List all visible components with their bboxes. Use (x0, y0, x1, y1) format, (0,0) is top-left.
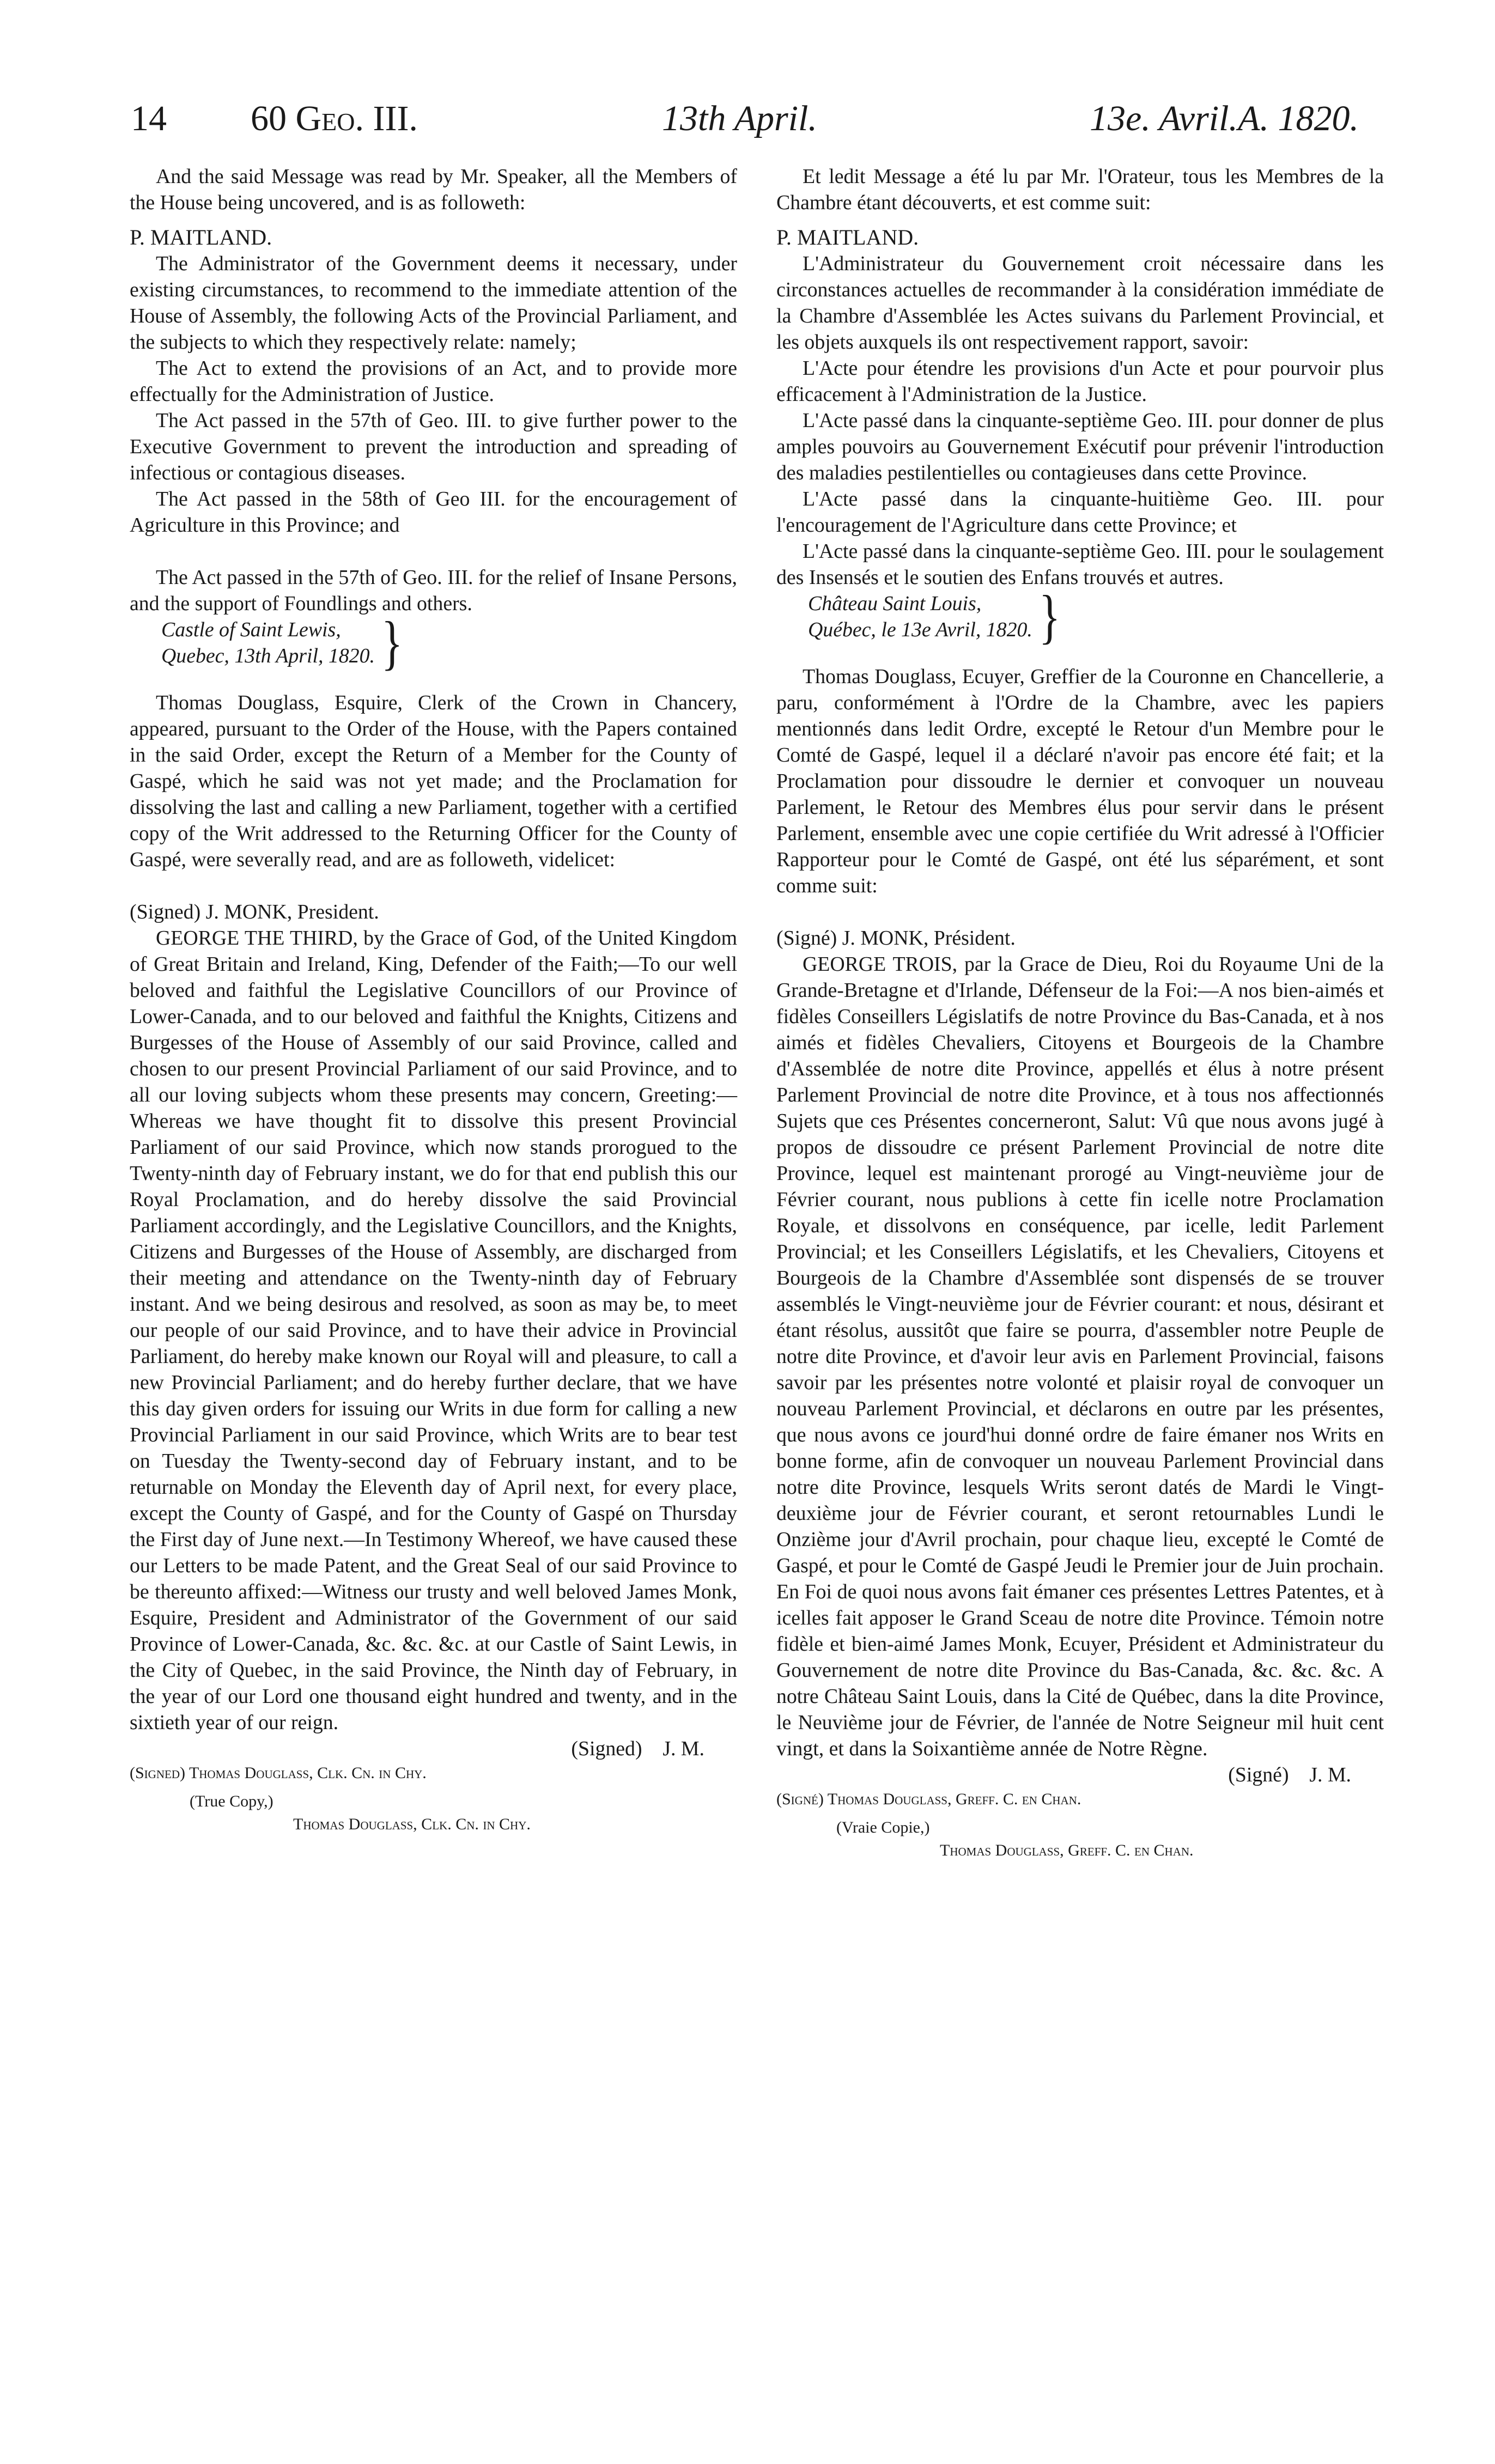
year: A. 1820. (1238, 99, 1359, 138)
page-header (131, 93, 1364, 153)
signed-president: (Signed) J. MONK, President. (130, 901, 379, 923)
date-french: 13e. Avril. (1090, 99, 1238, 138)
true-copy-note: (Vraie Copie,) (836, 1818, 930, 1836)
message-paragraph: The Act passed in the 57th of Geo. III. for the relief of Insane Persons, and the support of Foundlings and others. (130, 566, 737, 615)
french-column (776, 163, 1384, 1862)
douglass-paragraph: Thomas Douglass, Ecuyer, Greffier de la Couronne en Chancellerie, a paru, conformément à l'Ordre de la Chambre, avec les papiers mentionnés dans ledit Ordre, excepté le Retour d'un Membre pour le Comté de Gaspé, lequel il a déclaré n'avoir pas encore été fait; et la Proclamation pour dissoudre le dernier et convoquer un nouveau Parlement, le Retour des Membres élus pour servir dans le présent Parlement, ensemble avec une copie certifiée du Writ adressé à l'Officier Rapporteur pour le Comté de Gaspé, ont été lus séparément, et sont comme suit: (776, 665, 1384, 897)
page-number: 14 (131, 99, 167, 138)
message-paragraph: L'Administrateur du Gouvernement croit nécessaire dans les circonstances actuelles de recommander à la considération immédiate de la Chambre d'Assemblée les Actes suivans du Parlement Provincial, et les objets auxquels ils ont respectivement rapport, savoir: (776, 252, 1384, 354)
date-line: Québec, le 13e Avril, 1820. (808, 618, 1032, 641)
clerk-name: Thomas Douglass, Clk. Cn. in Chy. (293, 1815, 531, 1833)
message-paragraph: The Act to extend the provisions of an Act, and to provide more effectually for the Administration of Justice. (130, 357, 737, 406)
message-paragraph: L'Acte passé dans la cinquante-septième Geo. III. pour donner de plus amples pouvoirs au Gouvernement Exécutif pour prévenir l'introduction des maladies pestilentielles ou contagieuses dans cette Province. (776, 409, 1384, 484)
brace-glyph: } (1038, 582, 1061, 650)
douglass-paragraph: Thomas Douglass, Esquire, Clerk of the Crown in Chancery, appeared, pursuant to the Order of the House, with the Papers contained in the said Order, except the Return of a Member for the County of Gaspé, which he said was not yet made; and the Proclamation for dissolving the last and calling a new Parliament, together with a certified copy of the Writ addressed to the Returning Officer for the County of Gaspé, were severally read, and are as followeth, videlicet: (130, 691, 737, 871)
signed-president: (Signé) J. MONK, Président. (776, 927, 1016, 950)
message-paragraph: The Administrator of the Government deems it necessary, under existing circumstances, to recommend to the immediate attention of the House of Assembly, the following Acts of the Provincial Parliament, and the subjects to which they respectively relate: namely; (130, 252, 737, 354)
message-paragraph: The Act passed in the 57th of Geo. III. to give further power to the Executive Government to prevent the introduction and spreading of infectious or contagious diseases. (130, 409, 737, 484)
place-and-date (130, 609, 737, 676)
place-and-date (776, 582, 1384, 650)
message-intro: Et ledit Message a été lu par Mr. l'Orateur, tous les Membres de la Chambre étant découverts, et est comme suit: (776, 165, 1384, 214)
regnal-year: 60 Geo. III. (251, 99, 418, 138)
message-paragraph: The Act passed in the 58th of Geo III. for the encouragement of Agriculture in this Province; and (130, 488, 737, 537)
proclamation-text: GEORGE TROIS, par la Grace de Dieu, Roi du Royaume Uni de la Grande-Bretagne et d'Irlande, Défenseur de la Foi:—A nos bien-aimés et fidèles Conseillers Législatifs de notre Province du Bas-Canada, et à nos aimés et fidèles Chevaliers, Citoyens et Bourgeois de la Chambre d'Assemblée de notre dite Province, appellés et élus à notre présent Parlement Provincial de notre dite Province, et à tous nos affectionnés Sujets que ces Présentes concerneront, Salut: Vû que nous avons jugé à propos de dissoudre ce présent Parlement Provincial de notre dite Province, lequel est maintenant prorogé au Vingt-neuvième jour de Février courant, nous publions à cette fin icelle notre Proclamation Royale, et dissolvons en conséquence, par icelle, ledit Parlement Provincial; et les Conseillers Législatifs, et les Chevaliers, Citoyens et Bourgeois de la Chambre d'Assemblée sont dispensés de se trouver assemblés le Vingt-neuvième jour de Février courant: et nous, désirant et étant résolus, aussitôt que faire se pourra, d'assembler notre Peuple de notre dite Province, et d'avoir leur avis en Parlement Provincial, faisons savoir par les présentes notre volonté et plaisir royal de convoquer un nouveau Parlement Provincial, et déclarons en outre par les présentes, que nous avons ce jourd'hui donné ordre de faire émaner nos Writs en bonne forme, afin de convoquer un nouveau Parlement Provincial dans notre dite Province, lesquels Writs seront datés de Mardi le Vingt-deuxième jour de Février courant, et seront retournables Lundi le Onzième jour d'Avril prochain, pour chaque lieu, excepté le Comté de Gaspé, et pour le Comté de Gaspé Jeudi le Premier jour de Juin prochain. En Foi de quoi nous avons fait émaner ces présentes Lettres Patentes, et à icelles fait apposer le Grand Sceau de notre dite Province. Témoin notre fidèle et bien-aimé James Monk, Ecuyer, Président et Administrateur du Gouvernement de notre dite Province du Bas-Canada, &c. &c. &c. A notre Château Saint Louis, dans la Cité de Québec, dans la dite Province, le Neuvième jour de Février, de l'année de Notre Seigneur mil huit cent vingt, et dans la Soixantième année de Notre Règne. (776, 953, 1384, 1760)
signed-initials: (Signed) J. M. (571, 1737, 704, 1760)
maitland-signature: P. MAITLAND. (130, 225, 272, 250)
clerk-name: Thomas Douglass, Greff. C. en Chan. (940, 1841, 1194, 1859)
place-line: Château Saint Louis, (808, 592, 982, 615)
message-intro: And the said Message was read by Mr. Speaker, all the Members of the House being uncovered, and is as followeth: (130, 165, 737, 214)
date-line: Quebec, 13th April, 1820. (161, 644, 375, 667)
brace-glyph: } (381, 609, 403, 676)
message-paragraph: L'Acte pour étendre les provisions d'un Acte et pour pourvoir plus efficacement à l'Administration de la Justice. (776, 357, 1384, 406)
signed-clerk: (Signed) Thomas Douglass, Clk. Cn. in Chy. (130, 1764, 427, 1782)
message-paragraph: L'Acte passé dans la cinquante-huitième Geo. III. pour l'encouragement de l'Agriculture dans cette Province; et (776, 488, 1384, 537)
maitland-signature: P. MAITLAND. (776, 225, 919, 250)
signed-initials: (Signé) J. M. (1228, 1763, 1351, 1786)
date-english: 13th April. (662, 99, 817, 138)
place-line: Castle of Saint Lewis, (161, 618, 341, 641)
proclamation-text: GEORGE THE THIRD, by the Grace of God, of the United Kingdom of Great Britain and Ireland, King, Defender of the Faith;—To our well beloved and faithful the Legislative Councillors of our Province of Lower-Canada, and to our beloved and faithful the Knights, Citizens and Burgesses of the House of Assembly of our said Province, called and chosen to our present Provincial Parliament of our said Province, and to all our loving subjects whom these presents may concern, Greeting:—Whereas we have thought fit to dissolve this present Provincial Parliament of our said Province, which now stands prorogued to the Twenty-ninth day of February instant, we do for that end publish this our Royal Proclamation, and do hereby dissolve the said Provincial Parliament accordingly, and the Legislative Councillors, and the Knights, Citizens and Burgesses of the House of Assembly, are discharged from their meeting and attendance on the Twenty-ninth day of February instant. And we being desirous and resolved, as soon as may be, to meet our people of our said Province, and to have their advice in Provincial Parliament, do hereby make known our Royal will and pleasure, to call a new Provincial Parliament; and do hereby further declare, that we have this day given orders for issuing our Writs in due form for calling a new Provincial Parliament in our said Province, which Writs are to bear test on Tuesday the Twenty-second day of February instant, and to be returnable on Monday the Eleventh day of April next, for every place, except the County of Gaspé, and for the County of Gaspé on Thursday the First day of June next.—In Testimony Whereof, we have caused these our Letters to be made Patent, and the Great Seal of our said Province to be thereunto affixed:—Witness our trusty and well beloved James Monk, Esquire, President and Administrator of the Government of our said Province of Lower-Canada, &c. &c. &c. at our Castle of Saint Lewis, in the City of Quebec, in the said Province, the Ninth day of February, in the year of our Lord one thousand eight hundred and twenty, and in the sixtieth year of our reign. (130, 927, 737, 1734)
english-column (130, 163, 737, 1836)
signed-clerk: (Signé) Thomas Douglass, Greff. C. en Chan. (776, 1790, 1081, 1808)
true-copy-note: (True Copy,) (190, 1792, 274, 1810)
message-paragraph: L'Acte passé dans la cinquante-septième Geo. III. pour le soulagement des Insensés et le soutien des Enfans trouvés et autres. (776, 540, 1384, 589)
